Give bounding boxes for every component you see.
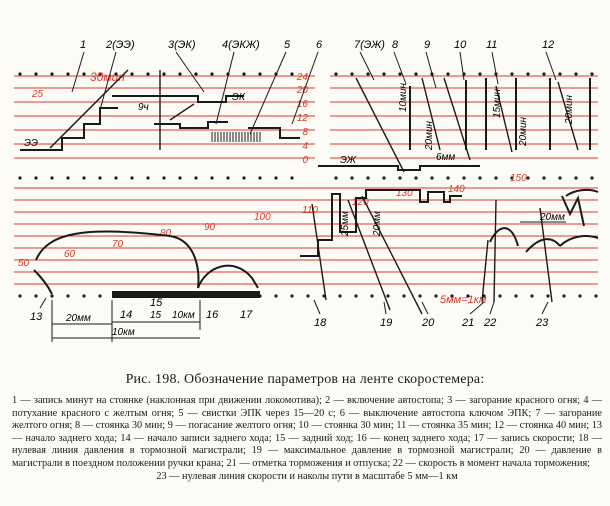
- speed-100: 100: [254, 212, 271, 223]
- upper-speed-scale: [296, 72, 309, 166]
- callout-9: 9: [424, 39, 431, 51]
- legend-item: 18 — нулевая линия давления в тормозной магистрали;: [12, 432, 603, 457]
- interval-6mm: 6мм: [436, 152, 456, 163]
- callout-23: 23: [536, 317, 549, 329]
- legend-last-line: 23 — нулевая линия скорости и наколы пути в масштабе 5 мм—1 км: [156, 470, 458, 482]
- callout-17: 17: [240, 309, 253, 321]
- upper-perforation-bottom: [18, 176, 593, 179]
- legend-item: 7 — загорание желтого огня;: [12, 407, 602, 432]
- scale-20: 20: [296, 85, 308, 96]
- legend-item: 22 — скорость в момент начала торможения;: [392, 457, 591, 469]
- interval-20min-c: 20мин: [564, 94, 575, 124]
- callout-20: 20: [422, 317, 435, 329]
- callout-11: 11: [486, 39, 498, 51]
- interval-15min: 15мин: [492, 88, 503, 118]
- measure-10km: 10км: [112, 327, 135, 338]
- legend-item: 19 — максимальное давление в тормозной магистрали;: [251, 445, 514, 457]
- dim-20mm-b: 20мм: [540, 212, 565, 223]
- measure-20mm: 20мм: [66, 313, 91, 324]
- speed-130: 130: [396, 188, 413, 199]
- legend-item: 8 — стоянка 30 мин;: [75, 420, 166, 432]
- marker-ek: ЭК: [232, 92, 245, 103]
- legend-item: 3 — загорание красного огня;: [447, 395, 581, 406]
- callout-18: 18: [314, 317, 327, 329]
- callout-6: 6: [316, 39, 323, 51]
- callout-3: 3(ЭК): [168, 39, 196, 51]
- segment-15: 15: [150, 310, 162, 321]
- legend-item: 4 — потухание красного с желтым огня;: [12, 395, 603, 419]
- callout-7: 7(ЭЖ): [354, 39, 385, 51]
- legend-item: 11 — стоянка 35 мин;: [396, 420, 492, 432]
- speed-110: 110: [302, 205, 318, 216]
- speed-150: 150: [510, 173, 527, 184]
- speed-90: 90: [204, 222, 216, 233]
- legend-item: 15 — задний ход;: [274, 432, 354, 444]
- callout-13: 13: [30, 311, 43, 323]
- legend-item: 14 — начало записи заднего хода;: [120, 432, 272, 444]
- scale-0: 0: [302, 155, 308, 166]
- callout-15: 15: [150, 297, 163, 309]
- lower-strip: [14, 173, 598, 342]
- legend-item: 17 — запись скорости;: [473, 432, 575, 444]
- legend-item: 5 — свистки ЭПК через 15—20 с;: [178, 407, 336, 419]
- callout-19: 19: [380, 317, 393, 329]
- callout-12: 12: [542, 39, 555, 51]
- callout-8: 8: [392, 39, 399, 51]
- time-label-30min: 30мин: [90, 70, 125, 84]
- legend-item: 12 — стоянка 40 мин;: [493, 420, 590, 432]
- speed-120: 120: [352, 197, 369, 208]
- dim-25mm: 25мм: [340, 211, 351, 236]
- upper-tick-25: 25: [32, 89, 44, 100]
- scale-4: 4: [302, 141, 308, 152]
- callout-5: 5: [284, 39, 291, 51]
- interval-20min-a: 20мин: [424, 120, 435, 150]
- legend-item: 10 — стоянка 30 мин;: [298, 420, 394, 432]
- scale-12: 12: [296, 113, 308, 124]
- marker-ezh: ЭЖ: [340, 155, 356, 166]
- epk-whistle-marks: [212, 132, 260, 142]
- callout-4: 4(ЭКЖ): [222, 39, 260, 51]
- figure-caption: Рис. 198. Обозначение параметров на ленте скоростемера:: [125, 372, 485, 387]
- interval-10min: 10мин: [398, 82, 409, 112]
- speed-60: 60: [64, 249, 76, 260]
- lower-perforation: [18, 294, 597, 297]
- callout-16: 16: [206, 309, 219, 321]
- legend-item: 2 — включение автостопа;: [325, 395, 444, 406]
- legend-item: 6 — выключение автостопа ключом ЭПК;: [339, 407, 532, 419]
- legend-item: 9 — погасание желтого огня;: [167, 420, 296, 432]
- callout-1: 1: [80, 39, 87, 51]
- reverse-bar: [112, 291, 260, 298]
- marker-ee: ЭЭ: [24, 138, 38, 149]
- dim-20mm-a: 20мм: [372, 211, 383, 236]
- callout-14: 14: [120, 309, 133, 321]
- speed-labels: [18, 173, 527, 269]
- scale-8: 8: [302, 127, 308, 138]
- callout-2: 2(ЭЭ): [106, 39, 135, 51]
- legend-item: 13 — начало заднего хода;: [12, 420, 603, 444]
- speed-70: 70: [112, 239, 124, 250]
- marker-9h: 9ч: [138, 102, 149, 113]
- legend-item: 16 — конец заднего хода;: [356, 432, 471, 444]
- callout-10: 10: [454, 39, 467, 51]
- callout-22: 22: [484, 317, 497, 329]
- scale-24: 24: [296, 72, 308, 83]
- lower-grid-lines: [14, 188, 598, 284]
- scale-note: 5мм=1км: [440, 294, 487, 306]
- figure-legend: [12, 395, 602, 483]
- speed-50: 50: [18, 258, 30, 269]
- legend-item: 21 — отметка торможения и отпуска;: [226, 457, 391, 469]
- legend-item: 1 — запись минут на стоянке (наклонная при движении локомотива);: [12, 395, 322, 406]
- legend-item: 20 — давление в магистрали в поездном положении ручки крана;: [12, 445, 603, 469]
- speed-80: 80: [160, 228, 172, 239]
- segment-10km: 10км: [172, 310, 195, 321]
- interval-20min-b: 20мин: [518, 116, 529, 146]
- scale-16: 16: [296, 99, 308, 110]
- callout-21: 21: [462, 317, 475, 329]
- speed-140: 140: [448, 184, 465, 195]
